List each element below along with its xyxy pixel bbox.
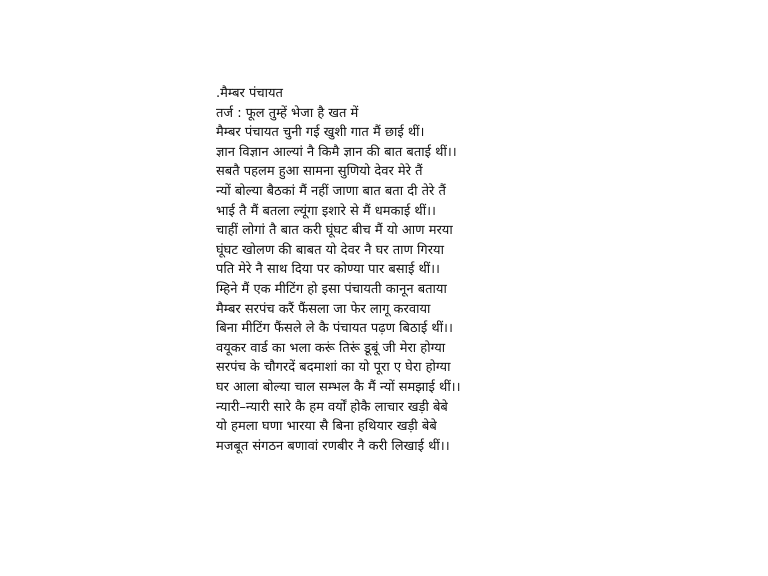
poem-line: म्हिने मैं एक मीटिंग हो इसा पंचायती कानून बताया: [216, 281, 447, 297]
poem-line: बिना मीटिंग फैंसले ले कै पंचायत पढ़ण बिठाई थीं।।: [216, 321, 453, 337]
poem-line: सबतै पहलम हुआ सामना सुणियो देवर मेरे तैं: [216, 164, 423, 180]
poem-line: चाहीं लोगां तै बात करी घूंघट बीच मैं यो आण मरया: [216, 223, 453, 239]
poem-line: न्यारी–न्यारी सारे कै हम वर्यों होकै लाचार खड़ी बेबे: [216, 399, 448, 415]
poem-line: भाई तै मैं बतला ल्यूंगा इशारे से मैं धमकाई थीं।।: [216, 203, 436, 219]
poem-line: यो हमला घणा भारया सै बिना हथियार खड़ी बेबे: [216, 419, 437, 435]
poem-line: सरपंच के चौगरदें बदमाशां का यो पूरा ए घेरा होग्या: [216, 360, 451, 376]
poem-line: वयूकर वार्ड का भला करूं तिरूं डूबूं जी मेरा होग्या: [216, 340, 446, 356]
poem-line: ज्ञान विज्ञान आल्यां नै किमै ज्ञान की बात बताई थीं।।: [216, 144, 457, 160]
poem-title: .मैम्बर पंचायत: [216, 86, 283, 101]
poem-line: मजबूत संगठन बणावां रणबीर नै करी लिखाई थीं।।: [216, 438, 450, 454]
poem-block: [216, 84, 556, 456]
poem-line: घूंघट खोलण की बाबत यो देवर नै घर ताण गिरया: [216, 242, 444, 258]
poem-line: न्यों बोल्या बैठकां मैं नहीं जाणा बात बता दी तेरे तैं: [216, 183, 446, 199]
poem-line: घर आला बोल्या चाल सम्भल कै मैं न्यों समझाई थीं।।: [216, 379, 461, 395]
poem-tune: तर्ज : फूल तुम्हें भेजा है खत में: [216, 105, 359, 121]
poem-line: मैम्बर पंचायत चुनी गई खुशी गात मैं छाई थीं।: [216, 125, 425, 141]
poem-line: मैम्बर सरपंच करैं फैंसला जा फेर लागू करवाया: [216, 301, 431, 317]
poem-line: पति मेरे नै साथ दिया पर कोण्या पार बसाई थीं।।: [216, 262, 440, 278]
